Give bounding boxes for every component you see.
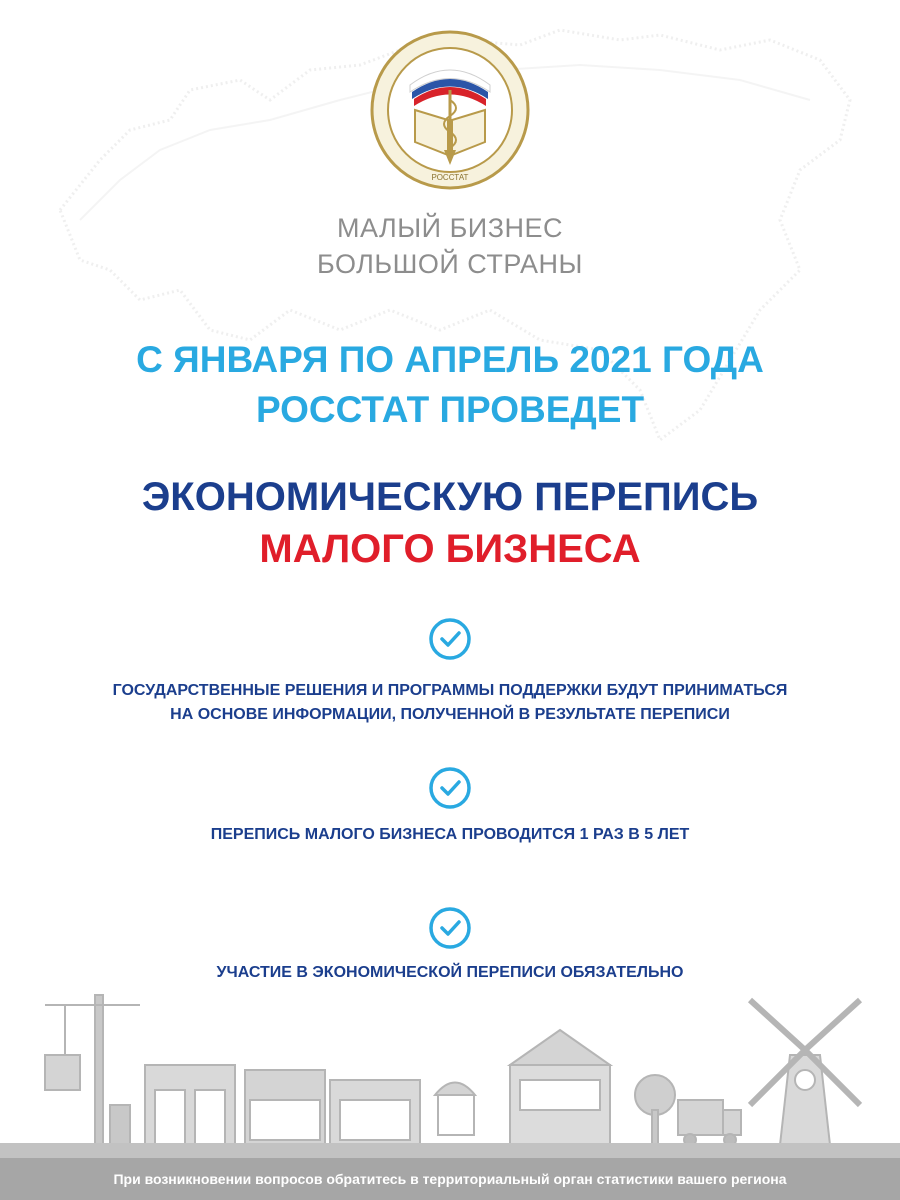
svg-text:РОССТАТ: РОССТАТ xyxy=(431,173,469,182)
headline-dates: С ЯНВАРЯ ПО АПРЕЛЬ 2021 ГОДА xyxy=(136,339,764,380)
check-circle-icon xyxy=(428,766,472,810)
fact-mandatory: УЧАСТИЕ В ЭКОНОМИЧЕСКОЙ ПЕРЕПИСИ ОБЯЗАТЕЛЬНО xyxy=(216,964,684,981)
headline-census: ЭКОНОМИЧЕСКУЮ ПЕРЕПИСЬ xyxy=(141,475,759,519)
rosstat-emblem-icon xyxy=(370,30,530,190)
fact-decisions-line2: НА ОСНОВЕ ИНФОРМАЦИИ, ПОЛУЧЕННОЙ В РЕЗУЛЬТАТЕ ПЕРЕПИСИ xyxy=(170,706,730,723)
check-circle-icon xyxy=(428,617,472,661)
check-circle-icon xyxy=(428,906,472,950)
fact-frequency: ПЕРЕПИСЬ МАЛОГО БИЗНЕСА ПРОВОДИТСЯ 1 РАЗ В 5 ЛЕТ xyxy=(210,826,690,843)
headline-small-business: МАЛОГО БИЗНЕСА xyxy=(259,527,641,571)
town-skyline-icon xyxy=(0,985,900,1160)
fact-decisions-line1: ГОСУДАРСТВЕННЫЕ РЕШЕНИЯ И ПРОГРАММЫ ПОДДЕРЖКИ БУДУТ ПРИНИМАТЬСЯ xyxy=(112,682,788,699)
footer-contact-note: При возникновении вопросов обратитесь в территориальный орган статистики вашего региона xyxy=(113,1171,787,1187)
headline-organizer: РОССТАТ ПРОВЕДЕТ xyxy=(255,389,645,430)
tagline-line2: БОЛЬШОЙ СТРАНЫ xyxy=(317,249,583,279)
tagline-line1: МАЛЫЙ БИЗНЕС xyxy=(336,213,564,243)
